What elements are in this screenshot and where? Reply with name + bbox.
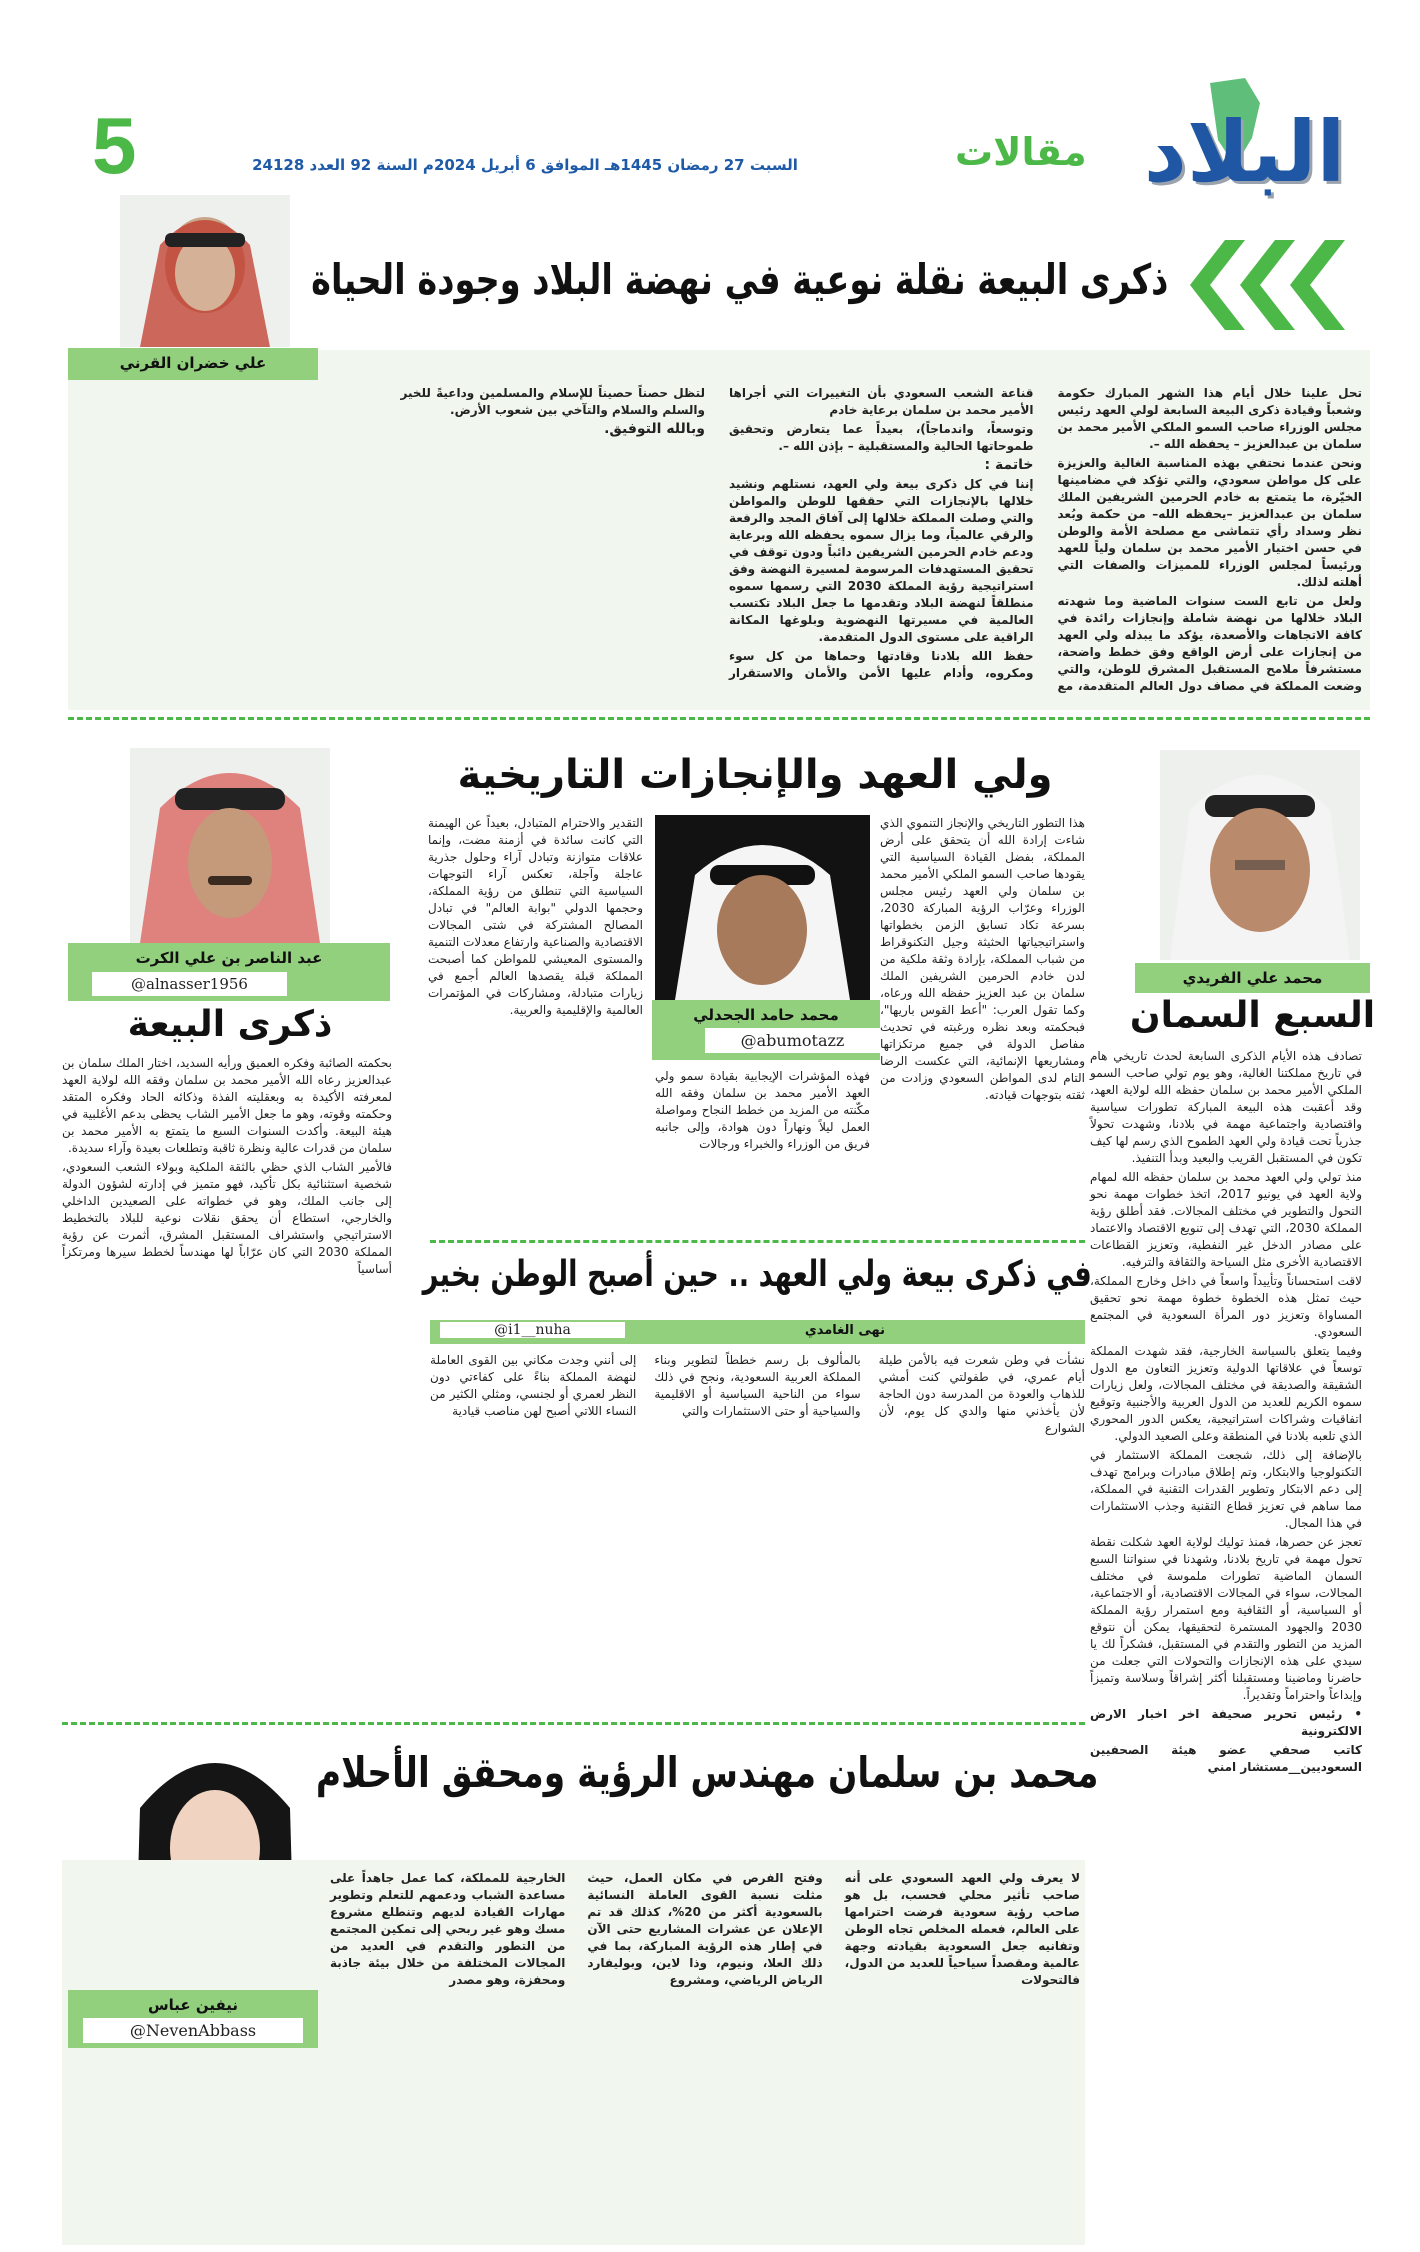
- article-6-headline-box: [316, 1748, 1099, 1797]
- section-title: مقالات: [955, 130, 1087, 174]
- closing-heading: خاتمة :: [984, 457, 1034, 473]
- author-name: محمد حامد الجحدلي: [693, 1006, 839, 1024]
- article-2-body: [1090, 1048, 1362, 1778]
- article-4-body: [62, 1055, 392, 1280]
- paragraph: بالإضافة إلى ذلك، شجعت المملكة الاستثمار في التكنولوجيا والابتكار، وتم إطلاق مبادرات وبرامج تهدف إلى دعم الابتكار وتطوير القدرات التقنية في المملكة، مما ساهم في تعزيز قطاع التقنية وجذب الاستثمارات في هذا المجال.: [1090, 1448, 1362, 1530]
- divider: [68, 717, 1370, 720]
- article-2-headline-box: [1129, 995, 1376, 1036]
- article-1-body: [72, 385, 1362, 705]
- divider: [62, 1722, 1085, 1725]
- author-name: نيفين عباس: [147, 1996, 239, 2014]
- author-name: عبد الناصر بن علي الكرت: [135, 949, 323, 967]
- author-byline: محمد علي الفريدي: [1135, 963, 1370, 993]
- page-number: 5: [92, 101, 137, 190]
- paragraph: وفيما يتعلق بالسياسة الخارجية، فقد شهدت المملكة توسعاً في علاقاتها الدولية وتعزيز التعاون مع الدول الشقيقة والصديقة في مختلف المجالات، ولعل زيارات سموه الكريم للعديد من الدول العربية والأجنبية وتوقيع اتفاقيات وشراكات استراتيجية، يعكس الدور المحوري الذي تلعبه بلادنا في المنطقة وعلى الصعيد الدولي.: [1090, 1344, 1362, 1443]
- article-6-headline: محمد بن سلمان مهندس الرؤية ومحقق الأحلام: [316, 1748, 1099, 1797]
- article-3-headline: ولي العهد والإنجازات التاريخية: [457, 752, 1053, 798]
- paragraph: حفظ الله بلادنا وقادتها وحماها من كل سوء ومكروه، وأدام عليها الأمن والأمان والاستقرار لتظل حصناً حصيناً للإسلام والمسلمين وداعيةً للخير والسلم والسلام والتآخي بين شعوب الأرض.: [400, 386, 1034, 680]
- paragraph: فالأمير الشاب الذي حظي بالثقة الملكية وبولاء الشعب السعودي، شخصية استثنائية بكل تأكيد، فهو متميز في إدارته لشؤون الدولة إلى جانب الملك، وهو في خطواته على الصعيدين الداخلي والخارجي، استطاع أن يحقق نقلات نوعية للبلاد بالتخطيط الاستراتيجي واستشراف المستقبل المشرق، أثمرت عن رؤية المملكة 2030 التي كان عرّاباً لها مهندساً لخطط سيرها ومرتكزاً أساسياً: [62, 1160, 392, 1276]
- article-3-body-middle: [655, 1068, 870, 1155]
- paragraph: تعجز عن حصرها، فمنذ توليك لولاية العهد شكلت نقطة تحول مهمة في تاريخ بلادنا، وشهدنا في سنواتنا السبع السمان الماضية تطورات ملموسة في مختلف المجالات، سواء في المجالات الاقتصادية، أو الاجتماعية، أو السياسية، أو الثقافية ومع استمرار رؤية المملكة 2030 والجهود المستمرة لتحقيقها، يمكن أن نتوقع المزيد من التطور والتقدم في المستقبل، فشكراً لك يا سيدي على هذه الإنجازات والتحولات التي جعلت من حاضرنا وماضينا ومستقبلنا أكثر إشراقاً وسلاسة وتميزاً وإبداعاً واحتراماً وتقديراً.: [1090, 1535, 1362, 1702]
- author-photo: [1160, 750, 1360, 960]
- author-note: • رئيس تحرير صحيفة اخر اخبار الارض الالكترونية: [1090, 1707, 1362, 1738]
- author-handle[interactable]: @alnasser1956: [92, 972, 287, 996]
- paragraph: منذ تولي ولي العهد محمد بن سلمان حفظه الله لمهام ولاية العهد في يونيو 2017، اتخذ خطوات مهمة نحو التحول والتطوير في مختلف المجالات. فقد أطلق رؤية المملكة 2030، التي تهدف إلى تنويع الاقتصاد والاعتماد على مصادر الدخل غير النفطية، وتعزيز القطاعات الاقتصادية الأخرى مثل السياحة والثقافة والترفيه.: [1090, 1170, 1363, 1269]
- article-4-headline-box: [70, 1004, 390, 1045]
- paragraph: وفتح الفرص في مكان العمل، حيث مثلت نسبة القوى العاملة النسائية بالسعودية أكثر من 20%، كذلك قد تم الإعلان عن عشرات المشاريع حتى الآن في إطار هذه الرؤية المباركة، بما في ذلك العلا، ونيوم، وذا لاين، وبوليفارد الرياض الرياضي، ومشروع: [587, 1871, 823, 1987]
- paragraph: وتوسعاً، واندماجاً)، بعيداً عما يتعارض وتحقيق طموحاتها الحالية والمستقبلية – بإذن الله –.: [729, 422, 1034, 453]
- author-handle[interactable]: @NevenAbbass: [83, 2018, 303, 2043]
- article-3-headline-box: [420, 752, 1090, 798]
- sign-off: وبالله التوفيق.: [604, 421, 705, 437]
- author-byline: [652, 1000, 880, 1060]
- paragraph: تحل علينا خلال أيام هذا الشهر المبارك حكومة وشعباً وقيادة ذكرى البيعة السابعة لولي العهد رئيس مجلس الوزراء صاحب السمو الملكي الأمير محمد بن سلمان بن عبدالعزيز – يحفظه الله –.: [1057, 386, 1362, 451]
- author-photo: [120, 195, 290, 347]
- paragraph: الخارجية للمملكة، كما عمل جاهداً على مساعدة الشباب ودعمهم للتعلم وتطوير مهارات القيادة لديهم وتنطلع مشروع مسك وهو غير ربحي إلى تمكين المجتمع من التطور والتقدم في العديد من المجالات المختلفة من خلال بيئة جاذبة ومحفزة، وهو مصدر: [330, 1871, 566, 1987]
- paragraph: ولعل من تابع الست سنوات الماضية وما شهدته البلاد خلالها من نهضة شاملة وإنجازات رائدة في كافة الاتجاهات والأصعدة، يؤكد ما يبذله ولي العهد من إنجازات على أرض الواقع وفق خطط واضحة، مستشرفاً ملامح المستقبل المشرق للوطن، والتي وضعت المملكة في مصاف دول العالم المتقدمة، مع قناعة الشعب السعودي بأن التغييرات التي أجراها الأمير محمد بن سلمان برعاية خادم: [729, 386, 1362, 693]
- author-photo: [130, 748, 330, 943]
- dateline: السبت 27 رمضان 1445هـ الموافق 6 أبريل 2024م السنة 92 العدد 24128: [252, 156, 798, 174]
- author-byline: علي خضران القرني: [68, 348, 318, 380]
- article-3-body-right: [880, 815, 1085, 1106]
- paragraph: التقدير والاحترام المتبادل، بعيداً عن الهيمنة التي كانت سائدة في أزمنة مضت، وإنما علاقات متوازنة وتبادل آراء وحلول جذرية عاجلة وآجلة، تعكس آراء التوجهات السياسية التي تنطلق من رؤية المملكة، وحجمها الدولي "بوابة العالم" في تبادل المصالح المشتركة في شتى المجالات الاقتصادية والصناعية وارتفاع معدلات التنمية والمستوى المعيشي للمواطن كما أصبحت المملكة قبلة يقصدها العالم أجمع في زيارات متبادلة، ومشاركات في المؤتمرات العالمية والإقليمية والعربية.: [428, 816, 643, 1017]
- article-4-headline: ذكرى البيعة: [127, 1004, 333, 1045]
- author-byline: [68, 1990, 318, 2048]
- paragraph: نشأت في وطن شعرت فيه بالأمن طيلة أيام عمري، في طفولتي كنت أمشي للذهاب والعودة من المدرسة دون الحاجة لأن يأخذني منها والدي كل يوم، لأن الشوارع: [878, 1353, 1085, 1435]
- article-5-headline-box: [422, 1254, 1093, 1295]
- article-1-headline-box: [300, 255, 1180, 304]
- author-handle[interactable]: @i1__nuha: [440, 1322, 625, 1338]
- author-handle[interactable]: @abumotazz: [705, 1028, 880, 1053]
- article-5-headline: في ذكرى بيعة ولي العهد .. حين أصبح الوطن بخير: [422, 1254, 1093, 1295]
- divider: [430, 1240, 1085, 1243]
- newspaper-logo: البلاد: [1143, 103, 1346, 201]
- paragraph: هذا التطور التاريخي والإنجاز التنموي الذي شاءت إرادة الله أن يتحقق على أرض المملكة، بفضل القيادة السياسية التي يقودها صاحب السمو الملكي الأمير محمد بن سلمان ولي العهد رئيس مجلس الوزراء وعرّاب الرؤية المباركة 2030، بسرعة تكاد تسابق الزمن بخطواتها واستراتيجياتها الحثيثة وجيل التكنوقراط من شباب المملكة، بإرادة وثقة ملكية من لدن خادم الحرمين الشريفين الملك سلمان بن عبد العزيز حفظه الله ورعاه، وكما تقول العرب: "أعط القوس باريها"، فبحكمته وبعد نظره ورغبته في تحديث مفاصل الدولة في جميع مرتكزاتها ومشاريعها الإنمائية، التي عكست الرضا التام لدى المواطن السعودي وزادت من ثقته بتوجهات قيادته.: [880, 816, 1085, 1102]
- author-name: نهى الغامدي: [804, 1323, 885, 1338]
- author-note: كاتب صحفي عضو هيئة الصحفيين السعوديين__مستشار امني: [1090, 1743, 1362, 1774]
- article-2-headline: السبع السمان: [1129, 995, 1376, 1036]
- author-photo: [655, 815, 870, 1000]
- article-1-headline: ذكرى البيعة نقلة نوعية في نهضة البلاد وجودة الحياة: [311, 255, 1169, 304]
- paragraph: بالمألوف بل رسم خططاً لتطوير وبناء المملكة العربية السعودية، ونجح في ذلك سواء من الناحية السياسية أو الاقليمية والسياحية أو حتى الاستثمارات والتي: [654, 1353, 861, 1418]
- article-5-body: [430, 1352, 1085, 1702]
- paragraph: إننا في كل ذكرى بيعة ولي العهد، نستلهم ونشيد خلالها بالإنجازات التي حققها للوطن والمواطن والتي وصلت المملكة خلالها إلى آفاق المجد والرفعة والرقي عالمياً، وما يزال سموه يحفظه الله وبرعاية ودعم خادم الحرمين الشريفين دائباً ودون توقف في تحقيق المستهدفات المرسومة لمسيرة النهضة وفق استراتيجية رؤية المملكة 2030 التي رسمها سموه منطلقاً لنهضة البلاد وتقدمها ما جعل البلاد تكتسب العالمية في مسيرتها النهضوية وبلوغها المكانة الراقية على مستوى الدول المتقدمة.: [729, 477, 1034, 644]
- chevrons-icon: [1185, 240, 1345, 330]
- paragraph: إلى أنني وجدت مكاني بين القوى العاملة لنهضة المملكة بناءً على كفاءتي دون النظر لعمري أو لجنسي، ومثلي الكثير من النساء اللاتي أصبح لهن مناصب قيادية: [430, 1353, 637, 1418]
- paragraph: تصادف هذه الأيام الذكرى السابعة لحدث تاريخي هام في تاريخ مملكتنا الغالية، وهو يوم تولي صاحب السمو الملكي الأمير محمد بن سلمان حفظه الله لولاية العهد، وقد أعقبت هذه البيعة المباركة تطورات سياسية واقتصادية واجتماعية مهمة في بلادنا، وشهدت تحولاً جذرياً تحت قيادة ولي العهد الطموح الذي رسم لها كيف تكون في المستقبل القريب والبعيد وبدأ التنفيذ.: [1090, 1049, 1362, 1165]
- paragraph: لاقت استحساناً وتأييداً واسعاً في داخل وخارج المملكة، حيث تمثل هذه الخطوة خطوة مهمة نحو تحقيق المساواة وتعزيز دور المرأة السعودية في المجتمع السعودي.: [1090, 1274, 1362, 1339]
- article-6-body: [330, 1870, 1080, 2235]
- paragraph: بحكمته الصائبة وفكره العميق ورأيه السديد، اختار الملك سلمان بن عبدالعزيز رعاه الله الأمير محمد بن سلمان وفقه الله لولاية العهد لمعرفته الأكيدة به وبعقليته الفذة وذكائه الحاد وفكره المتقد وحكمته وقوته، وهو ما جعل الأمير الشاب يحظى بدعم الأغلبية في هيئة البيعة. وأكدت السنوات السبع ما يتمتع به الأمير محمد بن سلمان من قدرات عالية ونظرة ثاقبة وتطلعات بعيدة وآراء سديدة.: [62, 1056, 392, 1155]
- paragraph: فهذه المؤشرات الإيجابية بقيادة سمو ولي العهد الأمير محمد بن سلمان وفقه الله مكّنته من المزيد من خطط النجاح ومواصلة العمل ليلاً ونهاراً دون هوادة، وإلى جانبه فريق من الوزراء والخبراء ورجالات: [655, 1069, 870, 1151]
- article-3-body-left: [428, 815, 643, 1021]
- paragraph: لا يعرف ولي العهد السعودي على أنه صاحب تأثير محلي فحسب، بل هو صاحب رؤية سعودية فرضت احترامها على العالم، فعمله المخلص تجاه الوطن وتفانيه جعل السعودية بقيادته وجهة عالمية ومقصداً سياحياً للعديد من الدول، فالتحولات: [844, 1871, 1080, 1987]
- paragraph: ونحن عندما نحتفي بهذه المناسبة الغالية والعزيزة على كل مواطن سعودي، والتي تؤكد في مضامينها الخيّرة، ما يتمتع به خادم الحرمين الشريفين الملك سلمان بن عبدالعزيز –يحفظه الله– من حكمة وبُعد نظر وسداد رأي تتماشى مع مصلحة الأمة والوطن في حسن اختيار الأمير محمد بن سلمان ولياً للعهد ورئيساً لمجلس الوزراء للمميزات والصفات التي أهلته لذلك.: [1057, 456, 1362, 589]
- author-byline: [430, 1320, 1085, 1344]
